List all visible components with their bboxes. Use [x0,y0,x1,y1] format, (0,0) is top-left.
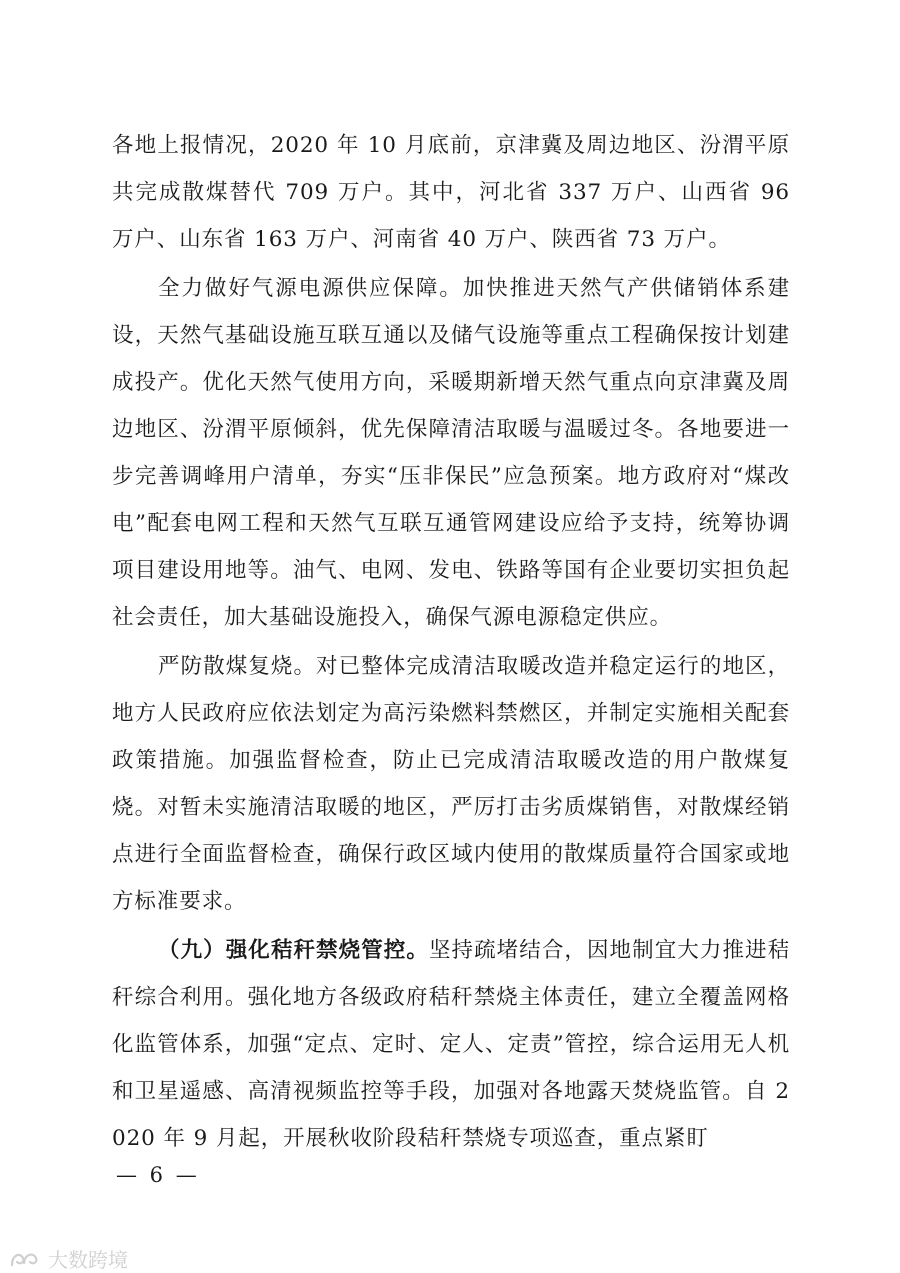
paragraph-3-text: 严防散煤复烧。对已整体完成清洁取暖改造并稳定运行的地区，地方人民政府应依法划定为高污染燃料禁燃区，并制定实施相关配套政策措施。加强监督检查，防止已完成清洁取暖改造的用户散煤复烧。对暂未实施清洁取暖的地区，严厉打击劣质煤销售，对散煤经销点进行全面监督检查，确保行政区域内使用的散煤质量符合国家或地方标准要求。 [112,654,790,914]
paragraph-1 [112,122,790,263]
page-number: — 6 — [116,1163,200,1187]
body-text [112,122,790,1162]
paragraph-1-text: 各地上报情况，2020 年 10 月底前，京津冀及周边地区、汾渭平原共完成散煤替代 709 万户。其中，河北省 337 万户、山西省 96 万户、山东省 163 万户、河南省 40 万户、陕西省 73 万户。 [112,133,790,252]
logo-icon [8,1249,42,1269]
paragraph-4 [112,927,790,1162]
paragraph-4-text: 坚持疏堵结合，因地制宜大力推进秸秆综合利用。强化地方各级政府秸秆禁烧主体责任，建立全覆盖网格化监管体系，加强“定点、定时、定人、定责”管控，综合运用无人机和卫星遥感、高清视频监控等手段，加强对各地露天焚烧监管。自 2020 年 9 月起，开展秋收阶段秸秆禁烧专项巡查，重点紧盯 [112,938,790,1151]
section-heading-9: （九）强化秸秆禁烧管控。 [158,938,429,963]
paragraph-2-text: 全力做好气源电源供应保障。加快推进天然气产供储销体系建设，天然气基础设施互联互通以及储气设施等重点工程确保按计划建成投产。优化天然气使用方向，采暖期新增天然气重点向京津冀及周边地区、汾渭平原倾斜，优先保障清洁取暖与温暖过冬。各地要进一步完善调峰用户清单，夯实“压非保民”应急预案。地方政府对“煤改电”配套电网工程和天然气互联互通管网建设应给予支持，统筹协调项目建设用地等。油气、电网、发电、铁路等国有企业要切实担负起社会责任，加大基础设施投入，确保气源电源稳定供应。 [112,276,790,630]
watermark-text: 大数跨境 [48,1248,128,1272]
watermark [8,1244,128,1273]
paragraph-3 [112,643,790,925]
paragraph-2 [112,265,790,641]
